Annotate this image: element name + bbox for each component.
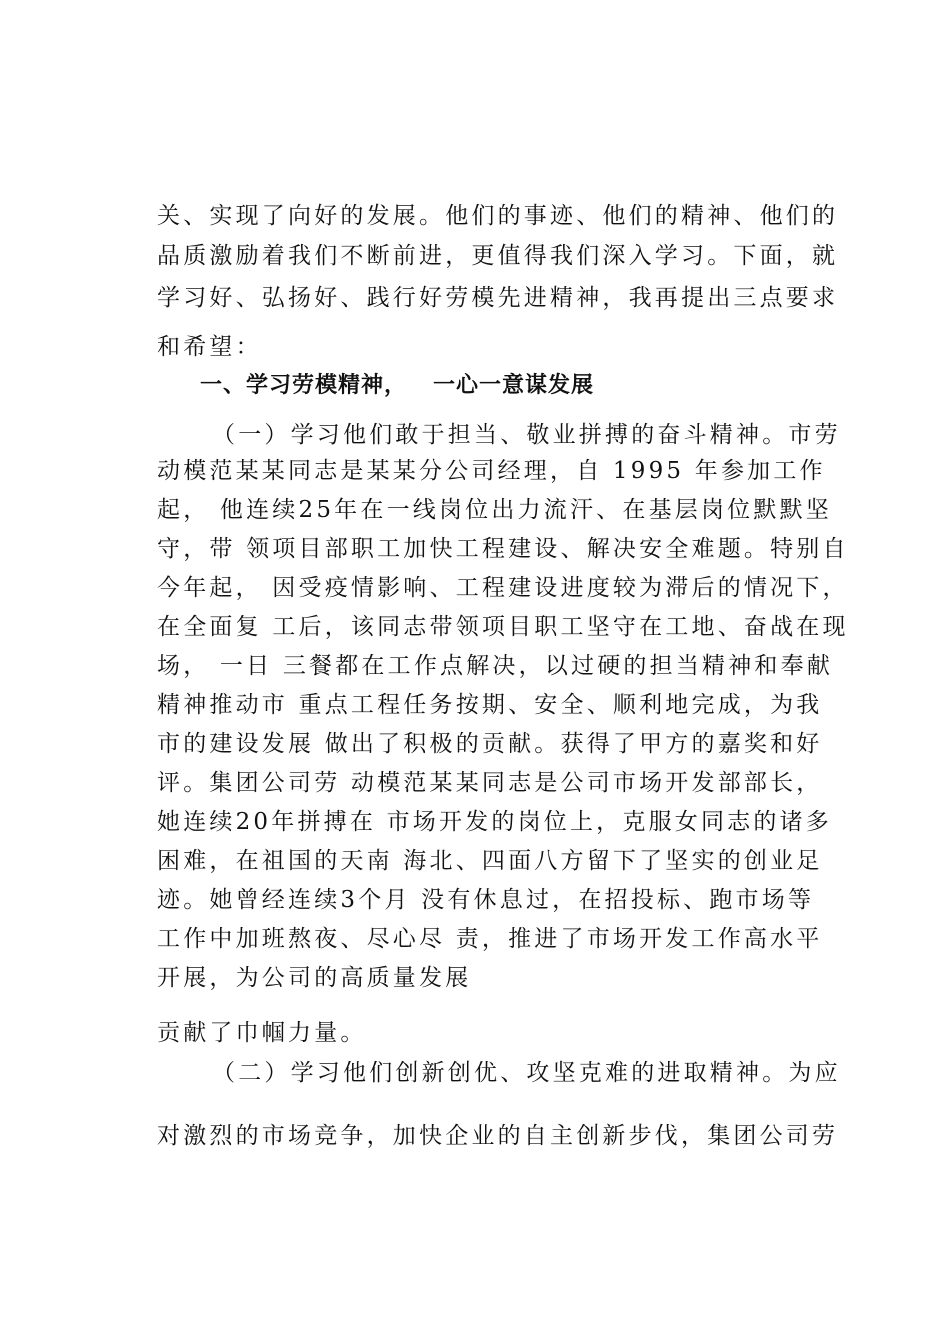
body-text-line: 今年起， 因受疫情影响、工程建设进度较为滞后的情况下， bbox=[157, 575, 849, 601]
body-text-line: 开展，为公司的高质量发展 bbox=[157, 965, 472, 991]
body-text-line: 在全面复 工后，该同志带领项目职工坚守在工地、奋战在现 bbox=[157, 614, 849, 640]
body-text-line: 工作中加班熬夜、尽心尽 责，推进了市场开发工作高水平 bbox=[157, 926, 823, 952]
body-text-line: 守，带 领项目部职工加快工程建设、解决安全难题。特别自 bbox=[157, 536, 849, 562]
body-text-line: 学习好、弘扬好、践行好劳模先进精神，我再提出三点要求 bbox=[157, 285, 839, 311]
body-text-line: 评。集团公司劳 动模范某某同志是公司市场开发部部长， bbox=[157, 770, 823, 796]
body-text-line: 动模范某某同志是某某分公司经理，自 1995 年参加工作 bbox=[157, 458, 826, 484]
body-text-line: 她连续20年拼搏在 市场开发的岗位上，克服女同志的诸多 bbox=[157, 809, 832, 835]
section-heading: 一、学习劳模精神， 一心一意谋发展 bbox=[200, 373, 594, 398]
body-text-line: 困难，在祖国的天南 海北、四面八方留下了坚实的创业足 bbox=[157, 848, 823, 874]
body-text-line: 场， 一日 三餐都在工作点解决，以过硬的担当精神和奉献 bbox=[157, 653, 834, 679]
body-text-line: （一）学习他们敢于担当、敬业拼搏的奋斗精神。市劳 bbox=[212, 422, 841, 448]
body-text-line: 迹。她曾经连续3个月 没有休息过，在招投标、跑市场等 bbox=[157, 887, 815, 913]
body-text-line: 起， 他连续25年在一线岗位出力流汗、在基层岗位默默坚 bbox=[157, 497, 832, 523]
body-text-line: 市的建设发展 做出了积极的贡献。获得了甲方的嘉奖和好 bbox=[157, 731, 823, 757]
body-text-line: （二）学习他们创新创优、攻坚克难的进取精神。为应 bbox=[212, 1060, 841, 1086]
body-text-line: 关、实现了向好的发展。他们的事迹、他们的精神、他们的 bbox=[157, 203, 839, 229]
body-text-line: 精神推动市 重点工程任务按期、安全、顺利地完成，为我 bbox=[157, 692, 823, 718]
body-text-line: 对激烈的市场竞争，加快企业的自主创新步伐，集团公司劳 bbox=[157, 1123, 839, 1149]
body-text-line: 品质激励着我们不断前进，更值得我们深入学习。下面，就 bbox=[157, 243, 839, 269]
body-text-line: 和希望： bbox=[157, 334, 262, 360]
body-text-line: 贡献了巾帼力量。 bbox=[157, 1020, 367, 1046]
